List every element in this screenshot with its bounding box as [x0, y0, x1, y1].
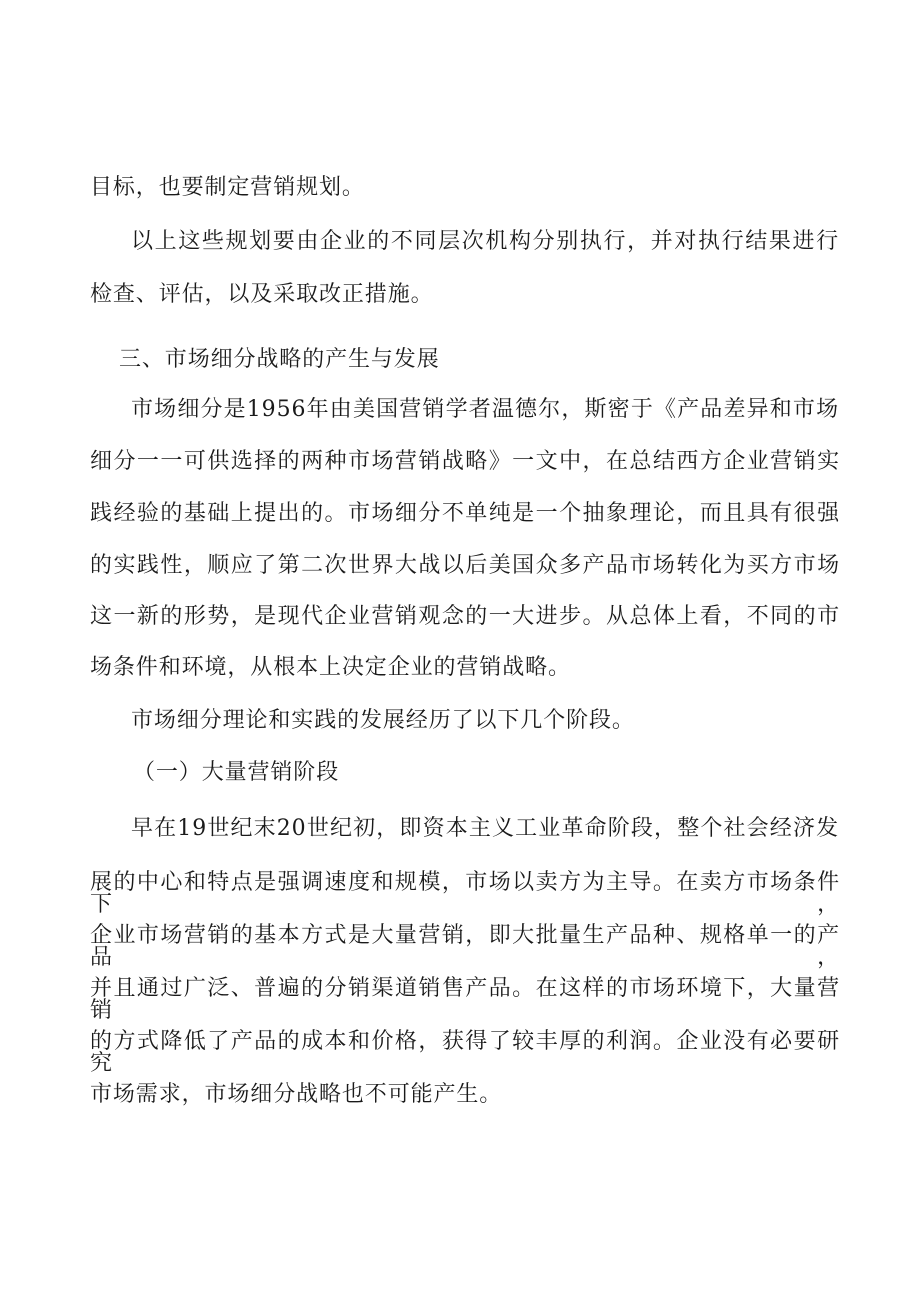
paragraph-line: 的方式降低了产品的成本和价格，获得了较丰厚的利润。企业没有必要研究 [90, 1029, 840, 1076]
section-heading: 三、市场细分战略的产生与发展 [119, 347, 440, 372]
paragraph-line: 的实践性，顺应了第二次世界大战以后美国众多产品市场转化为买方市场 [90, 553, 840, 578]
paragraph-line: 展的中心和特点是强调速度和规模，市场以卖方为主导。在卖方市场条件下， [90, 870, 840, 917]
paragraph-line: 目标，也要制定营销规划。 [90, 175, 365, 200]
paragraph-line: 场条件和环境，从根本上决定企业的营销战略。 [90, 655, 571, 680]
paragraph-line: 细分一一可供选择的两种市场营销战略》一文中，在总结西方企业营销实 [90, 449, 840, 474]
paragraph-line: 市场细分是1956年由美国营销学者温德尔，斯密于《产品差异和市场 [131, 397, 839, 422]
paragraph-line: 市场细分理论和实践的发展经历了以下几个阶段。 [131, 708, 635, 733]
paragraph-line: 践经验的基础上提出的。市场细分不单纯是一个抽象理论，而且具有很强 [90, 501, 840, 526]
paragraph-line: 这一新的形势，是现代企业营销观念的一大进步。从总体上看，不同的市 [90, 604, 840, 629]
paragraph-line: 以上这些规划要由企业的不同层次机构分别执行，并对执行结果进行 [131, 229, 839, 254]
paragraph-line: 检查、评估，以及采取改正措施。 [90, 282, 434, 307]
paragraph-line: 企业市场营销的基本方式是大量营销，即大批量生产品种、规格单一的产品， [90, 923, 840, 970]
paragraph-line: 市场需求，市场细分战略也不可能产生。 [90, 1082, 503, 1107]
paragraph-line: 并且通过广泛、普遍的分销渠道销售产品。在这样的市场环境下，大量营销 [90, 976, 840, 1023]
paragraph-line: 早在19世纪末20世纪初，即资本主义工业革命阶段，整个社会经济发 [131, 816, 839, 841]
sub-heading: （一）大量营销阶段 [133, 760, 340, 785]
